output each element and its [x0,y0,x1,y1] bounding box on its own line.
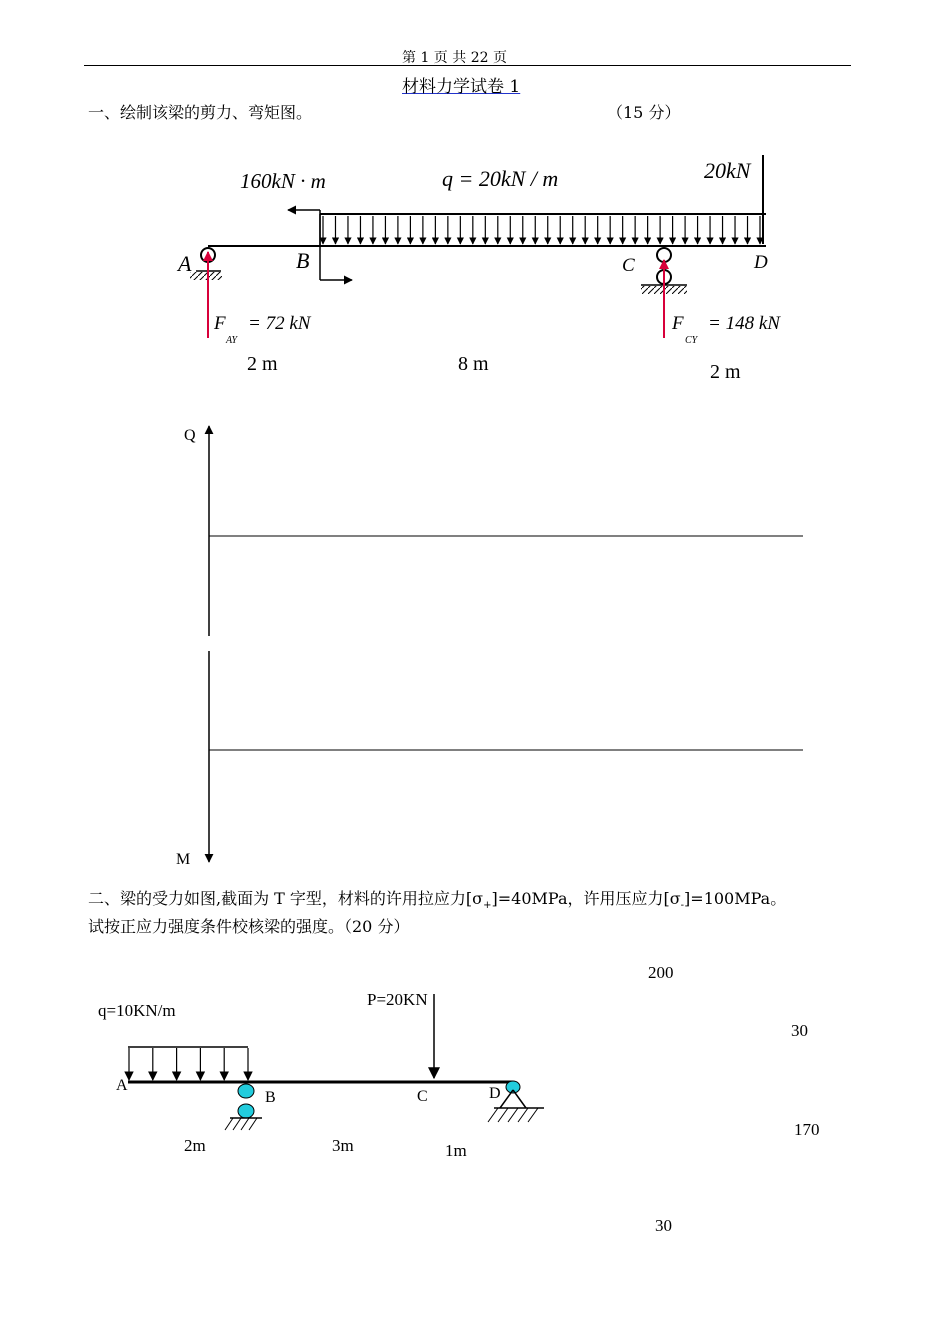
dim-top: 200 [648,963,674,982]
page-number: 第 1 页 共 22 页 [402,50,507,66]
q2-line1-a: 二、梁的受力如图,截面为 T 字型，材料的许用拉应力[σ [88,889,484,908]
q1-score: （15 分） [607,103,681,122]
q2-line1 [88,886,786,911]
label-c: C [622,255,635,276]
reaction-c-subscript: CY [685,335,698,346]
label-b2: B [265,1089,276,1106]
force-d-label: 20kN [704,158,751,183]
dim-bottom: 30 [655,1216,672,1235]
reaction-c-value: = 148 kN [708,313,780,334]
dim-flange: 30 [791,1021,808,1040]
reaction-a-subscript: AY [226,335,238,346]
reaction-a-value: = 72 kN [248,313,311,334]
label-d2: D [489,1085,501,1102]
label-d: D [754,252,768,273]
label-b: B [296,248,310,273]
span-ab: 2 m [247,353,278,375]
q2-line2: 试按正应力强度条件校核梁的强度。（20 分） [88,917,410,936]
pin-support-a [190,248,222,280]
roller-support-b2 [225,1084,262,1130]
q2-line1-b: ]=40MPa，许用压应力[σ [491,889,681,908]
distributed-load-2 [128,1047,248,1080]
q1-text: 一、绘制该梁的剪力、弯矩图。 [88,103,313,122]
m-axis-label: M [176,851,191,868]
q-label: q = 20kN / m [442,166,559,191]
sub-minus: - [680,900,685,912]
reaction-c-symbol: F [672,313,684,334]
span-cd: 2 m [710,361,741,383]
distributed-load [320,214,766,246]
exam-title: 材料力学试卷 1 [402,77,521,97]
span-cd2: 1m [445,1141,467,1160]
label-c2: C [417,1088,428,1105]
sfd-bmd-axes [176,426,803,868]
dim-web: 170 [794,1120,820,1139]
beam2-diagram [98,990,544,1160]
q-axis-label: Q [184,427,196,444]
q2-line1-c: ]=100MPa。 [684,889,787,908]
beam1-diagram [176,155,781,383]
span-ab2: 2m [184,1136,206,1155]
sub-plus: + [483,900,492,912]
t-section-dimensions [648,963,820,1235]
moment-label: 160kN · m [240,169,326,193]
reaction-a-symbol: F [214,313,226,334]
load-label: q=10KN/m [98,1001,176,1020]
label-a2: A [116,1077,128,1094]
span-bc2: 3m [332,1136,354,1155]
span-bc: 8 m [458,353,489,375]
label-a: A [178,251,192,276]
p-label: P=20KN [367,990,428,1009]
